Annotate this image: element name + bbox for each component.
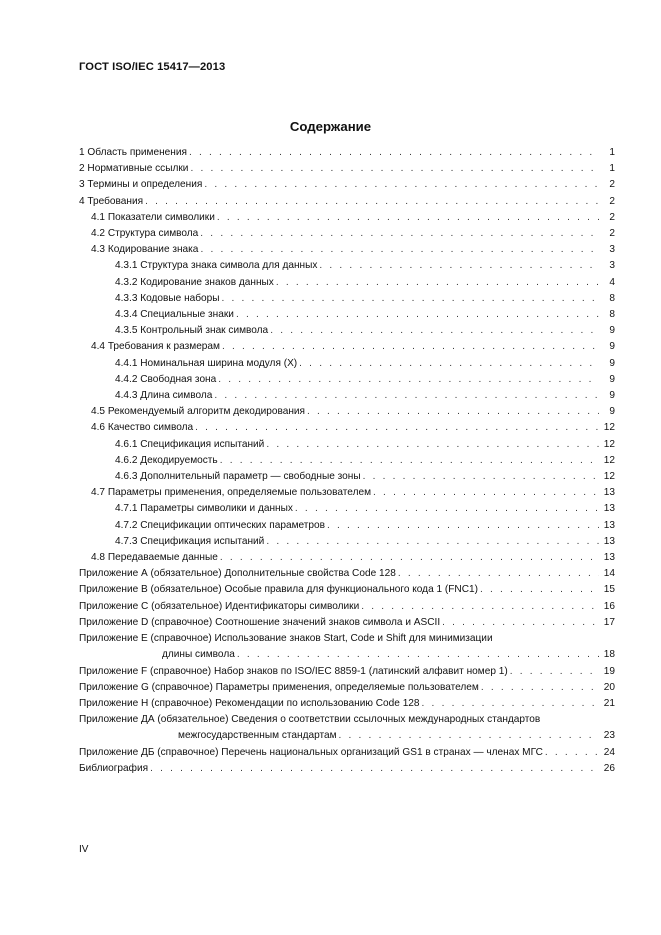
toc-entry-4-7-2[interactable]: 4.7.2 Спецификации оптических параметров . . . 13 (79, 518, 615, 534)
toc-entry-4-4-3[interactable]: 4.4.3 Длина символа . . . 9 (79, 388, 615, 404)
toc-entry-4-3[interactable]: 4.3 Кодирование знака . . . 3 (79, 242, 615, 258)
toc-entry-bibliography[interactable]: Библиография . . . 26 (79, 761, 615, 777)
toc-entry-4-4[interactable]: 4.4 Требования к размерам . . . 9 (79, 339, 615, 355)
toc-entry-4-3-1[interactable]: 4.3.1 Структура знака символа для данных . . . 3 (79, 258, 615, 274)
toc-entry-annex-db[interactable]: Приложение ДБ (справочное) Перечень национальных организаций GS1 в странах — членах МГС . . . 24 (79, 745, 615, 761)
toc-entry-4-6-3[interactable]: 4.6.3 Дополнительный параметр — свободные зоны . . . 12 (79, 469, 615, 485)
toc-entry-annex-a[interactable]: Приложение А (обязательное) Дополнительные свойства Code 128 . . . 14 (79, 566, 615, 582)
toc-entry-2[interactable]: 2 Нормативные ссылки . . . 1 (79, 161, 615, 177)
toc-entry-annex-b[interactable]: Приложение В (обязательное) Особые правила для функционального кода 1 (FNC1) . . . 15 (79, 582, 615, 598)
toc-entry-annex-da[interactable]: Приложение ДА (обязательное) Сведения о соответствии ссылочных международных стандартов межгосударственным стандартам . . . 23 (79, 712, 615, 744)
toc-entry-4-6[interactable]: 4.6 Качество символа . . . 12 (79, 420, 615, 436)
toc-entry-4-1[interactable]: 4.1 Показатели символики . . . 2 (79, 210, 615, 226)
toc-entry-4-3-3[interactable]: 4.3.3 Кодовые наборы . . . 8 (79, 291, 615, 307)
toc-entry-annex-h[interactable]: Приложение Н (справочное) Рекомендации по использованию Code 128 . . . 21 (79, 696, 615, 712)
toc-entry-4-6-1[interactable]: 4.6.1 Спецификация испытаний . . . 12 (79, 437, 615, 453)
toc-title: Содержание (289, 119, 372, 134)
toc-entry-4-5[interactable]: 4.5 Рекомендуемый алгоритм декодирования . . . 9 (79, 404, 615, 420)
toc-entry-4-7[interactable]: 4.7 Параметры применения, определяемые пользователем . . . 13 (79, 485, 615, 501)
toc-entry-annex-d[interactable]: Приложение D (справочное) Соотношение значений знаков символа и ASCII . . . 17 (79, 615, 615, 631)
toc-entry-4-4-2[interactable]: 4.4.2 Свободная зона . . . 9 (79, 372, 615, 388)
page-number: IV (79, 844, 89, 855)
toc-entry-4-6-2[interactable]: 4.6.2 Декодируемость . . . 12 (79, 453, 615, 469)
toc-entry-annex-c[interactable]: Приложение С (обязательное) Идентификаторы символики . . . 16 (79, 599, 615, 615)
toc-entry-4-8[interactable]: 4.8 Передаваемые данные . . . 13 (79, 550, 615, 566)
toc-entry-4-2[interactable]: 4.2 Структура символа . . . 2 (79, 226, 615, 242)
toc-entry-4-7-1[interactable]: 4.7.1 Параметры символики и данных . . . 13 (79, 501, 615, 517)
toc-entry-4-4-1[interactable]: 4.4.1 Номинальная ширина модуля (X) . . . 9 (79, 356, 615, 372)
toc-entry-4-3-4[interactable]: 4.3.4 Специальные знаки . . . 8 (79, 307, 615, 323)
toc-entry-3[interactable]: 3 Термины и определения . . . 2 (79, 177, 615, 193)
toc-entry-annex-e[interactable]: Приложение Е (справочное) Использование знаков Start, Code и Shift для минимизации длины символа . . . 18 (79, 631, 615, 663)
toc-entry-4[interactable]: 4 Требования . . . 2 (79, 194, 615, 210)
toc-entry-4-3-2[interactable]: 4.3.2 Кодирование знаков данных . . . 4 (79, 275, 615, 291)
toc-entry-1[interactable]: 1 Область применения . . . 1 (79, 145, 615, 161)
document-header: ГОСТ ISO/IEC 15417—2013 (79, 61, 226, 73)
toc-entry-4-7-3[interactable]: 4.7.3 Спецификация испытаний . . . 13 (79, 534, 615, 550)
toc-entry-annex-f[interactable]: Приложение F (справочное) Набор знаков по ISO/IEC 8859-1 (латинский алфавит номер 1) . . . 19 (79, 664, 615, 680)
table-of-contents (79, 145, 615, 777)
toc-entry-4-3-5[interactable]: 4.3.5 Контрольный знак символа . . . 9 (79, 323, 615, 339)
toc-entry-annex-g[interactable]: Приложение G (справочное) Параметры применения, определяемые пользователем . . . 20 (79, 680, 615, 696)
